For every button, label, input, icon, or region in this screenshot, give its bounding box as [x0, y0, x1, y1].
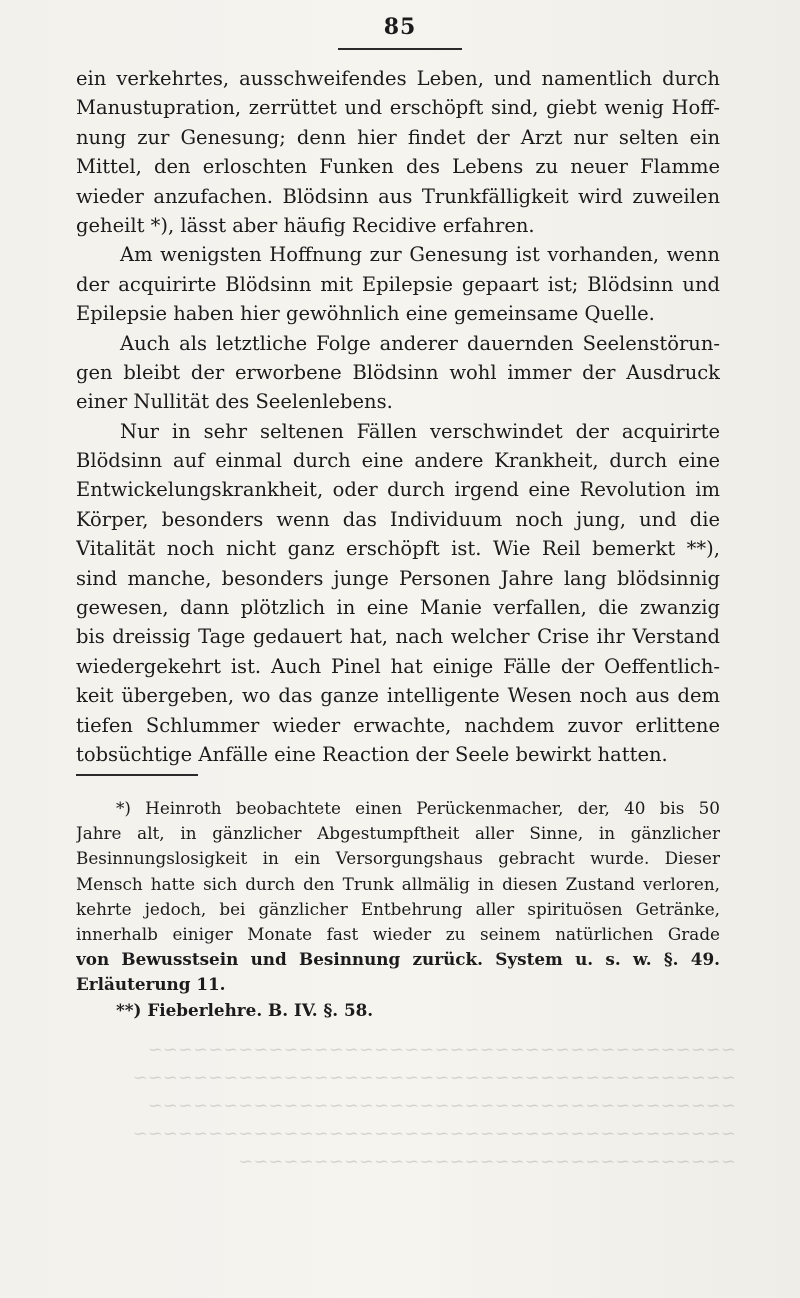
text-line: Körper, besonders wenn das Individuum noch jung, und die	[76, 507, 720, 531]
text-line: Entwickelungskrankheit, oder durch irgend eine Revolution im	[76, 478, 720, 502]
footnote-line: Besinnungslosigkeit in ein Versorgungshaus gebracht wurde. Dieser	[76, 848, 720, 869]
text-line: wieder anzufachen. Blödsinn aus Trunkfälligkeit wird zuweilen	[76, 184, 720, 208]
footnotes	[76, 796, 720, 1023]
text-line: sind manche, besonders junge Personen Jahre lang blödsinnig	[76, 566, 720, 590]
footnote-line: *) Heinroth beobachtete einen Perückenmacher, der, 40 bis 50	[116, 798, 720, 818]
footnote-rule	[76, 774, 198, 776]
text-line: nung zur Genesung; denn hier findet der Arzt nur selten ein	[76, 125, 720, 149]
text-line: Auch als letztliche Folge anderer dauernden Seelenstörun-	[120, 331, 720, 355]
text-line: Manustupration, zerrüttet und erschöpft sind, giebt wenig Hoff-	[76, 96, 720, 120]
footnote-line: innerhalb einiger Monate fast wieder zu seinem natürlichen Grade	[76, 923, 720, 944]
text-line: ein verkehrtes, ausschweifendes Leben, und namentlich durch	[76, 67, 720, 90]
text-line: Vitalität noch nicht ganz erschöpft ist. Wie Reil bemerkt **),	[76, 537, 720, 561]
footnote-line: von Bewusstsein und Besinnung zurück. System u. s. w. §. 49.	[76, 949, 720, 970]
text-line: geheilt *), lässt aber häufig Recidive erfahren.	[76, 213, 535, 237]
text-line: keit übergeben, wo das ganze intelligente Wesen noch aus dem	[76, 684, 720, 708]
text-line: gewesen, dann plötzlich in eine Manie verfallen, die zwanzig	[76, 596, 720, 620]
text-line: Blödsinn auf einmal durch eine andere Krankheit, durch eine	[76, 449, 720, 473]
footnote-line: kehrte jedoch, bei gänzlicher Entbehrung aller spirituösen Getränke,	[76, 898, 720, 919]
main-text	[76, 64, 720, 769]
text-line: tobsüchtige Anfälle eine Reaction der Seele bewirkt hatten.	[76, 742, 668, 766]
text-line: tiefen Schlummer wieder erwachte, nachdem zuvor erlittene	[76, 713, 720, 737]
header-rule	[338, 48, 462, 50]
text-line: Mittel, den erloschten Funken des Lebens zu neuer Flamme	[76, 155, 720, 179]
text-line: der acquirirte Blödsinn mit Epilepsie gepaart ist; Blödsinn und	[76, 272, 720, 296]
text-line: Epilepsie haben hier gewöhnlich eine gemeinsame Quelle.	[76, 302, 655, 326]
text-line: Nur in sehr seltenen Fällen verschwindet der acquirirte	[120, 419, 720, 443]
footnote-line: Mensch hatte sich durch den Trunk allmälig in diesen Zustand verloren,	[76, 873, 720, 894]
text-line: gen bleibt der erworbene Blödsinn wohl immer der Ausdruck	[76, 360, 720, 384]
text-line: Am wenigsten Hoffnung zur Genesung ist vorhanden, wenn	[120, 243, 720, 267]
footnote-line: Erläuterung 11.	[76, 974, 226, 995]
text-line: bis dreissig Tage gedauert hat, nach welcher Crise ihr Verstand	[76, 625, 720, 649]
page-number: 85	[383, 14, 417, 40]
footnote-line: **) Fieberlehre. B. IV. §. 58.	[116, 999, 374, 1020]
text-line: einer Nullität des Seelenlebens.	[76, 390, 393, 414]
bleed-through-texture: ~~~~~~~~~~~~~~~~~~~~~~~~~~~~~~~~~~~~~~~ ~~~~~~~~~~~~~~~~~~~~~~~~~~~~~~~~~~~~~~~~ ~~~~~~~~~~~~~~~~~~~~~~~~~~~~~~~~~~~~~~~ ~~~~~~~~~~~~~~~~~~~~~~~~~~~~~~~~~~~~~~~~ ~~~~~~~~~~~~~~~~~~~~~~~~~~~~~~~~~	[132, 1039, 736, 1172]
text-line: wiedergekehrt ist. Auch Pinel hat einige Fälle der Oeffentlich-	[76, 654, 720, 678]
footnote-line: Jahre alt, in gänzlicher Abgestumpftheit aller Sinne, in gänzlicher	[76, 823, 720, 844]
